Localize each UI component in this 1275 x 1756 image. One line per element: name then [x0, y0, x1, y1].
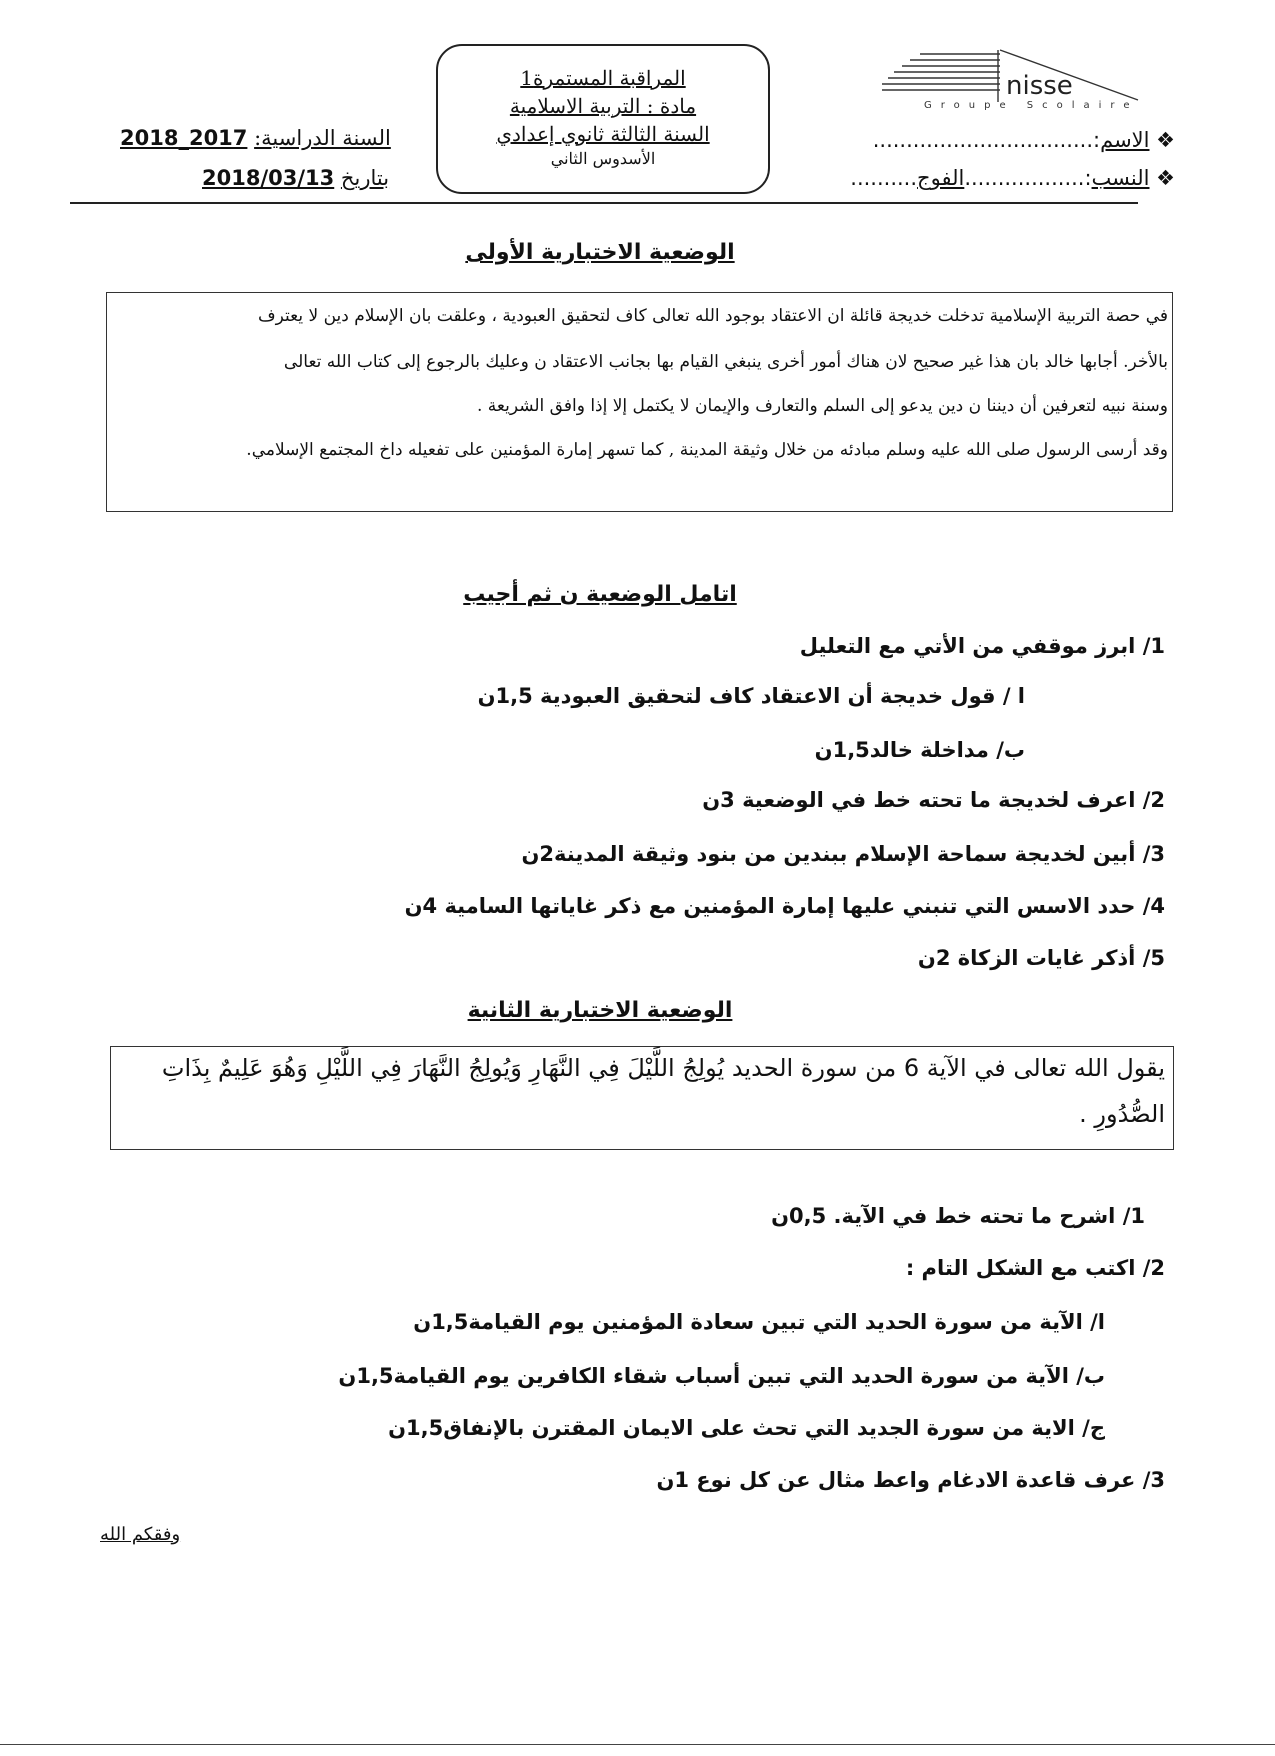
closing-wish: وفقكم الله [100, 1524, 181, 1545]
date-label: بتاريخ [340, 166, 390, 190]
footer-divider [0, 1744, 1275, 1745]
year-label: السنة الدراسية: [254, 126, 391, 150]
exam-date [202, 166, 389, 190]
question: ا/ الآية من سورة الحديد التي تبين سعادة المؤمنين يوم القيامة1,5ن [413, 1310, 1105, 1334]
question: 1/ اشرح ما تحته خط في الآية. 0,5ن [771, 1204, 1145, 1228]
svg-text:nisse: nisse [1006, 71, 1073, 101]
svg-text:Groupe Scolaire: Groupe Scolaire [924, 100, 1139, 111]
exam-subject: مادة : التربية الاسلامية [509, 94, 697, 118]
situation1-line: وسنة نبيه لتعرفين أن ديننا ن دين يدعو إلى السلم والتعارف والإيمان لا يكتمل إلا إذا وافق الشريعة . [476, 396, 1168, 416]
instruction-title: اتامل الوضعية ن ثم أجيب [463, 582, 737, 607]
situation1-line: في حصة التربية الإسلامية تدخلت خديجة قائلة ان الاعتقاد بوجود الله تعالى كاف لتحقيق العبودية ، وعلقت بان الإسلام دين لا يعترف [258, 306, 1168, 326]
verse-line: يقول الله تعالى في الآية 6 من سورة الحديد يُولِجُ اللَّيْلَ فِي النَّهَارِ وَيُولِجُ النَّهَارَ فِي اللَّيْلِ وَهُوَ عَلِيمٌ بِذَاتِ [161, 1054, 1165, 1082]
question: ب/ مداخلة خالد1,5ن [814, 738, 1025, 762]
situation1-line: بالأخر. أجابها خالد بان هذا غير صحيح لان هناك أمور أخرى ينبغي القيام بها بجانب الاعتقاد ن وعليك بالرجوع إلى كتاب الله تعالى [283, 352, 1168, 372]
name-label: الاسم [1100, 128, 1150, 152]
exam-semester: الأسدوس الثاني [550, 149, 656, 168]
bullet-icon: ❖ [1149, 166, 1175, 190]
date-value: 2018/03/13 [202, 166, 335, 190]
surname-line: ❖ النسب:..................الفوج.......... [850, 166, 1175, 190]
question: 1/ ابرز موقفي من الأتي مع التعليل [799, 634, 1165, 658]
question: 3/ عرف قاعدة الادغام واعط مثال عن كل نوع 1ن [656, 1468, 1165, 1492]
group-label: الفوج [917, 166, 965, 190]
verse-line: الصُّدُورِ . [1079, 1100, 1165, 1128]
name-field[interactable]: ................................. [872, 128, 1094, 152]
question: 3/ أبين لخديجة سماحة الإسلام ببندين من بنود وثيقة المدينة2ن [521, 842, 1165, 866]
question: ج/ الاية من سورة الجديد التي تحث على الايمان المقترن بالإنفاق1,5ن [388, 1416, 1105, 1440]
bullet-icon: ❖ [1149, 128, 1175, 152]
exam-info-box [436, 44, 770, 194]
section2-title: الوضعية الاختبارية الثانية [467, 998, 733, 1023]
surname-field[interactable]: .................. [964, 166, 1085, 190]
surname-label: النسب [1091, 166, 1150, 190]
question: 5/ أذكر غايات الزكاة 2ن [917, 946, 1165, 970]
school-year [120, 126, 391, 150]
question: ا / قول خديجة أن الاعتقاد كاف لتحقيق العبودية 1,5ن [477, 684, 1025, 708]
header-divider [70, 202, 1138, 204]
situation1-line: وقد أرسى الرسول صلى الله عليه وسلم مبادئه من خلال وثيقة المدينة , كما تسهر إمارة المؤمنين على تفعيله داخ المجتمع الإسلامي. [246, 440, 1168, 460]
year-value: 2017_2018 [120, 126, 248, 150]
name-line: ❖ الاسم:................................. [872, 128, 1175, 152]
question: 2/ اكتب مع الشكل التام : [905, 1256, 1165, 1280]
section1-title: الوضعية الاختبارية الأولى [465, 240, 735, 265]
exam-level: السنة الثالثة ثانوي إعدادي [496, 122, 710, 146]
question: ب/ الآية من سورة الحديد التي تبين أسباب شقاء الكافرين يوم القيامة1,5ن [338, 1364, 1105, 1388]
school-logo [880, 48, 1140, 116]
question: 4/ حدد الاسس التي تنبني عليها إمارة المؤمنين مع ذكر غاياتها السامية 4ن [404, 894, 1165, 918]
question: 2/ اعرف لخديجة ما تحته خط في الوضعية 3ن [702, 788, 1165, 812]
exam-title: المراقبة المستمرة1 [520, 66, 686, 90]
group-field[interactable]: .......... [850, 166, 918, 190]
